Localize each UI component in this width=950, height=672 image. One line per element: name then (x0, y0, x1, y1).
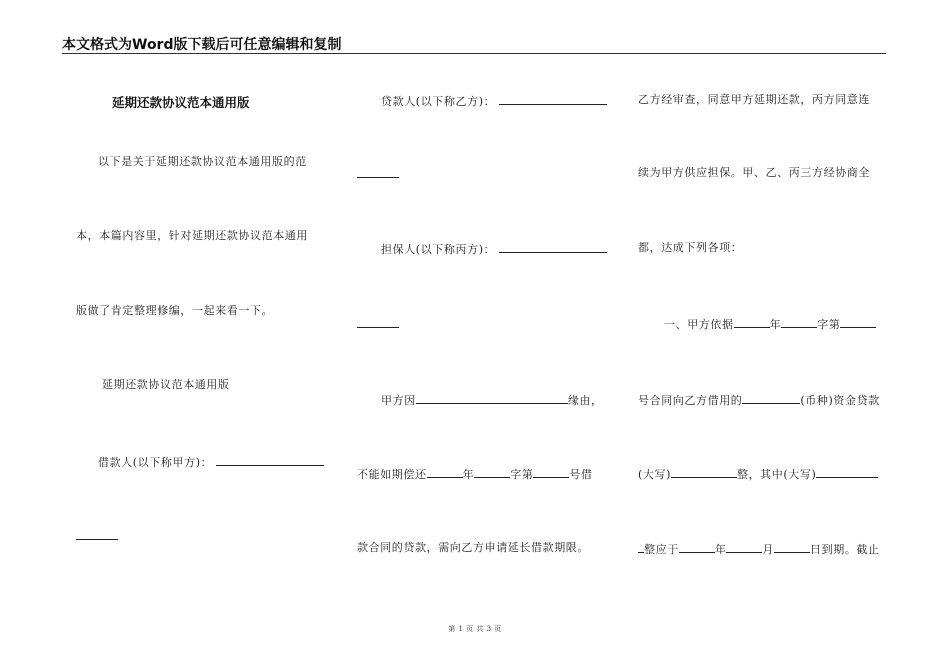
borrower-line (98, 454, 324, 470)
clause-text-j: 月 (762, 543, 775, 556)
borrower-blank (216, 454, 324, 466)
text-column-3 (638, 0, 886, 672)
clause-1-line-4 (638, 541, 880, 557)
amount-words-blank-2 (816, 466, 878, 478)
guarantor-blank-continued (357, 316, 399, 332)
repay-text-c: 字第 (510, 468, 534, 481)
clause-text-b: 年 (769, 318, 782, 331)
clause-text-h: 整应于 (644, 543, 679, 556)
reason-blank (416, 392, 568, 404)
reason-prefix: 甲方因 (381, 394, 416, 407)
year-blank (427, 466, 463, 478)
clause-text-d: 号合同向乙方借用的 (638, 394, 743, 407)
intro-line-2: 本，本篇内容里，针对延期还款协议范本通用 (76, 229, 308, 242)
clause-text-k: 日到期。截止 (810, 543, 880, 556)
code-blank (474, 466, 510, 478)
amount-blank (742, 392, 800, 404)
number-blank (533, 466, 569, 478)
clause-1-line-2 (638, 392, 880, 408)
guarantor-blank (499, 241, 607, 253)
intro-line-3: 版做了肯定整理修编，一起来看一下。 (76, 304, 274, 317)
blank-line (357, 166, 399, 178)
lender-blank-continued (357, 166, 399, 182)
text-column-1 (76, 0, 324, 672)
loan-extension-line: 款合同的贷款，需向乙方申请延长借款期限。 (357, 541, 589, 554)
blank-line (76, 528, 118, 540)
text-column-2 (357, 0, 607, 672)
lender-label: 贷款人(以下称乙方)： (381, 95, 496, 108)
repay-text-d: 号借 (569, 468, 593, 481)
clause-text-f: (大写) (638, 468, 671, 481)
lender-line (381, 93, 607, 109)
borrower-label: 借款人(以下称甲方)： (98, 456, 213, 469)
page-number: 第 1 页 共 3 页 (448, 625, 502, 633)
due-day-blank (774, 541, 810, 553)
guarantor-label: 担保人(以下称丙方)： (381, 243, 496, 256)
guarantor-line (381, 241, 607, 257)
download-notice: 本文格式为Word版下载后可任意编辑和复制 (62, 37, 342, 53)
number-blank (840, 316, 876, 328)
clause-1-line-3 (638, 466, 878, 482)
intro-line-1: 以下是关于延期还款协议范本通用版的范 (98, 155, 307, 168)
clause-text-c: 字第 (817, 318, 841, 331)
reason-suffix: 缘由， (567, 394, 603, 407)
subtitle-line: 延期还款协议范本通用版 (102, 378, 230, 391)
repay-text-b: 年 (462, 468, 475, 481)
reason-line (381, 392, 603, 408)
review-line-1: 乙方经审查，同意甲方延期还款，丙方同意连 (638, 93, 870, 106)
clause-text-g: 整，其中(大写) (736, 468, 817, 481)
document-title: 延期还款协议范本通用版 (112, 95, 250, 110)
clause-text-a: 一、甲方依据 (664, 318, 734, 331)
repay-line (357, 466, 593, 482)
year-blank (734, 316, 770, 328)
amount-words-blank (671, 466, 737, 478)
review-line-3: 都，达成下列各项： (638, 241, 743, 254)
borrower-blank-continued (76, 528, 118, 544)
clause-text-e: (币种)资金贷款 (800, 394, 880, 407)
lender-blank (499, 93, 607, 105)
due-year-blank (679, 541, 715, 553)
blank-line (357, 316, 399, 328)
clause-1-line-1 (664, 316, 876, 332)
review-line-2: 续为甲方供应担保。甲、乙、丙三方经协商全 (638, 166, 870, 179)
repay-text-a: 不能如期偿还 (357, 468, 427, 481)
clause-text-i: 年 (714, 543, 727, 556)
due-month-blank (726, 541, 762, 553)
code-blank (781, 316, 817, 328)
